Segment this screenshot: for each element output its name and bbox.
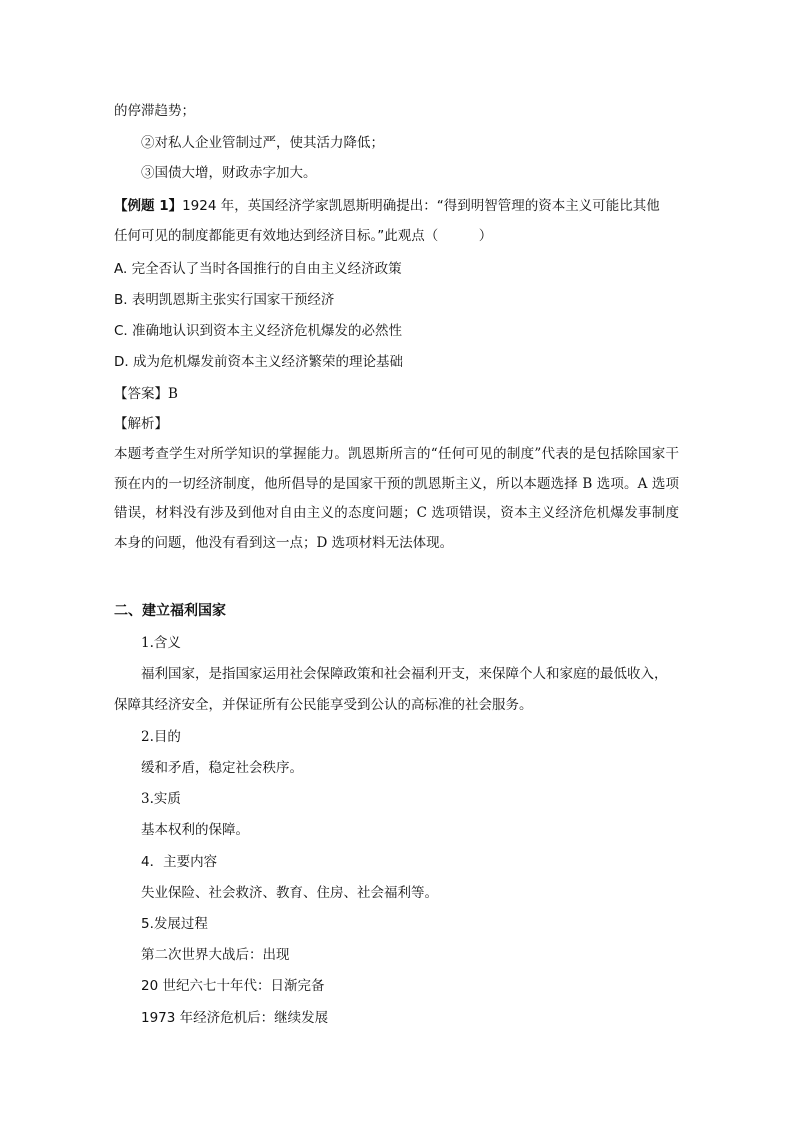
stage-3: 1973 年经济危机后：继续发展 [141, 1010, 329, 1026]
item-2-heading: 2.目的 [141, 729, 181, 745]
item-4-heading: 4．主要内容 [141, 854, 218, 870]
intro-line-2: ②对私人企业管制过严，使其活力降低； [141, 135, 384, 151]
example-stem-line-1 [114, 196, 660, 216]
intro-line-3: ③国债大增，财政赤字加大。 [141, 165, 317, 181]
item-1-content-line-1: 福利国家，是指国家运用社会保障政策和社会福利开支，来保障个人和家庭的最低收入， [141, 666, 668, 682]
answer-value: B [168, 386, 178, 402]
item-5-heading: 5.发展过程 [141, 916, 208, 932]
answer-line [114, 384, 178, 404]
item-1-heading: 1.含义 [141, 635, 181, 651]
option-b: B. 表明凯恩斯主张实行国家干预经济 [114, 292, 335, 308]
example-stem-text-1: 1924 年，英国经济学家凯恩斯明确提出：“得到明智管理的资本主义可能比其他 [182, 198, 660, 214]
option-a: A. 完全否认了当时各国推行的自由主义经济政策 [114, 261, 402, 277]
section-title: 二、建立福利国家 [114, 603, 226, 619]
example-stem-line-2: 任何可见的制度都能更有效地达到经济目标。”此观点（ ） [114, 228, 493, 244]
example-tag: 【例题 1】 [114, 198, 183, 214]
analysis-tag: 【解析】 [114, 416, 168, 432]
stage-1: 第二次世界大战后：出现 [141, 947, 290, 963]
intro-line-1: 的停滞趋势； [114, 103, 195, 119]
option-d: D. 成为危机爆发前资本主义经济繁荣的理论基础 [114, 354, 403, 370]
analysis-paragraph: 本题考查学生对所学知识的掌握能力。凯恩斯所言的“任何可见的制度”代表的是包括除国家干预在内的一切经济制度，他所倡导的是国家干预的凯恩斯主义，所以本题选择 B 选项。A 选项错误，材料没有涉及到他对自由主义的态度问题；C 选项错误，资本主义经济危机爆发事制度本身的问题，他没有看到这一点；D 选项材料无法体现。 [114, 446, 679, 551]
stage-2: 20 世纪六七十年代：日渐完备 [141, 978, 325, 994]
item-4-content: 失业保险、社会救济、教育、住房、社会福利等。 [141, 885, 438, 901]
item-3-content: 基本权利的保障。 [141, 822, 249, 838]
answer-tag: 【答案】 [114, 386, 168, 402]
item-2-content: 缓和矛盾，稳定社会秩序。 [141, 760, 303, 776]
option-c: C. 准确地认识到资本主义经济危机爆发的必然性 [114, 323, 403, 339]
item-1-content-line-2: 保障其经济安全，并保证所有公民能享受到公认的高标准的社会服务。 [114, 697, 533, 713]
item-3-heading: 3.实质 [141, 791, 181, 807]
